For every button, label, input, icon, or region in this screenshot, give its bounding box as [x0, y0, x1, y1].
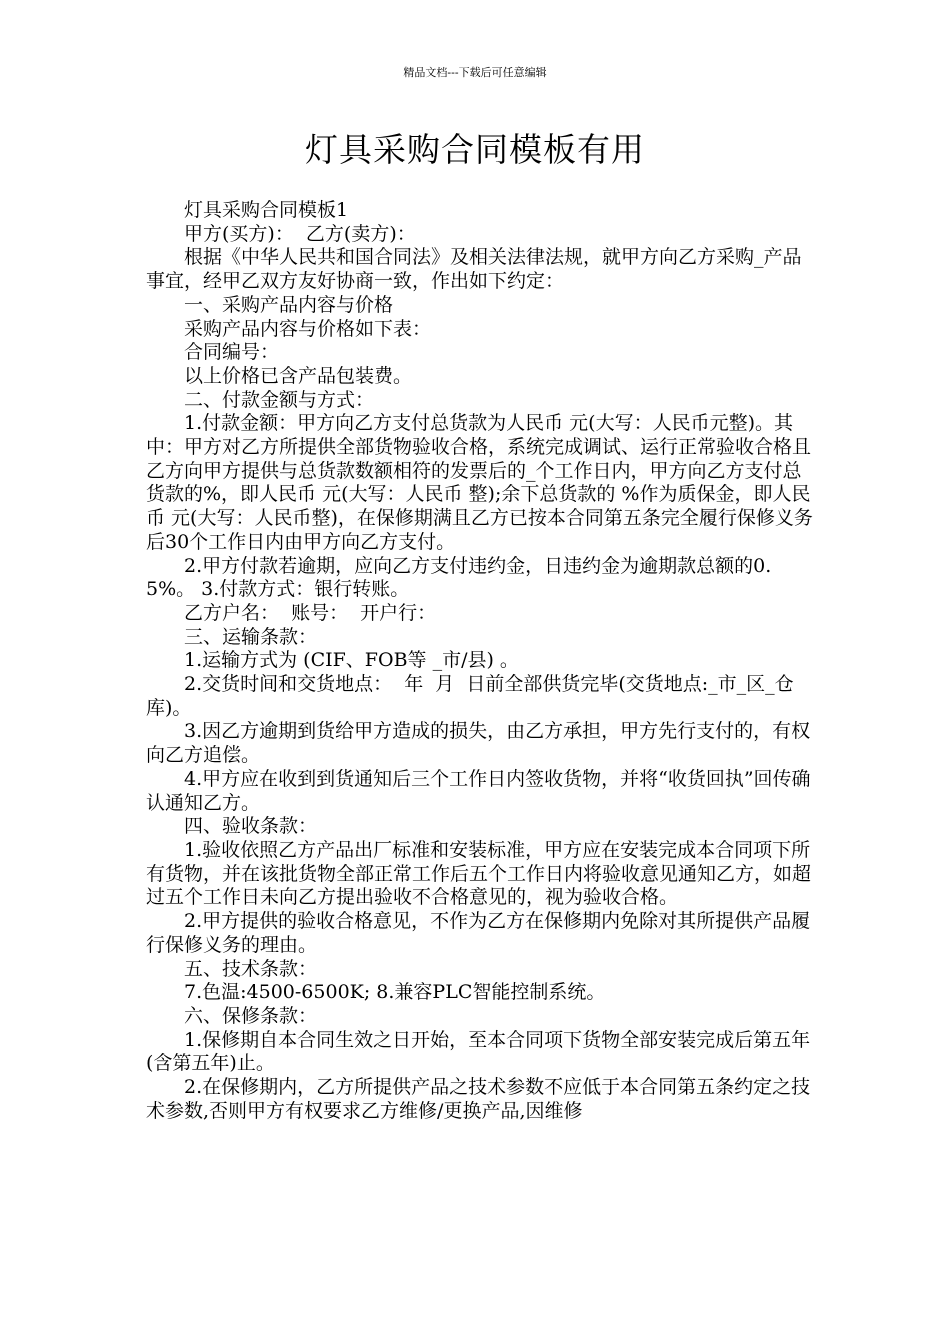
packaging-note: 以上价格已含产品包装费。: [184, 364, 413, 387]
heading-payment: 二、付款金额与方式：: [184, 388, 375, 411]
payment-clause-2: 2.甲方付款若逾期，应向乙方支付违约金，日违约金为逾期款总额的0.5%。 3.付款方式：银行转账。: [146, 554, 772, 601]
section-subtitle: 灯具采购合同模板1: [184, 199, 349, 221]
acceptance-clause-1: 1.验收依照乙方产品出厂标准和安装标准，甲方应在安装完成本合同项下所有货物，并在该批货物全部正常工作后五个工作日内将验收意见通知乙方，如超过五个工作日未向乙方提出验收不合格意见的，视为验收合格。: [146, 838, 812, 909]
warranty-clause-1: 1.保修期自本合同生效之日开始，至本合同项下货物全部安装完成后第五年(含第五年)止。: [146, 1028, 811, 1075]
page-header-note: 精品文档---下载后可任意编辑: [403, 66, 547, 79]
contract-number-line: 合同编号：: [184, 341, 280, 364]
transport-clause-1: 1.运输方式为 (CIF、FOB等 _市/县) 。: [184, 649, 519, 672]
bank-account-line: 乙方户名： 账号： 开户行：: [184, 601, 437, 624]
preamble-paragraph: 根据《中华人民共和国合同法》及相关法律法规，就甲方向乙方采购_产品 事宜，经甲乙双方友好协商一致，作出如下约定：: [146, 246, 808, 293]
transport-clause-4: 4.甲方应在收到到货通知后三个工作日内签收货物，并将“收货回执”回传确认通知乙方。: [146, 767, 811, 814]
transport-clause-2: 2.交货时间和交货地点： 年 月 日前全部供货完毕(交货地点:_市_区_仓库)。: [146, 673, 794, 719]
heading-warranty: 六、保修条款：: [184, 1004, 318, 1027]
heading-transport: 三、运输条款：: [184, 625, 318, 648]
technical-clause: 7.色温:4500-6500K; 8.兼容PLC智能控制系统。: [184, 981, 606, 1004]
contract-body: [146, 199, 818, 1123]
products-intro: 采购产品内容与价格如下表：: [184, 317, 432, 340]
heading-acceptance: 四、验收条款：: [184, 815, 318, 838]
payment-clause-1: 1.付款金额：甲方向乙方支付总货款为人民币 元(大写：人民币元整)。其中：甲方对乙方所提供全部货物验收合格，系统完成调试、运行正常验收合格且乙方向甲方提供与总货款数额相符的发票后的_个工作日内，甲方向乙方支付总货款的%，即人民币 元(大写：人民币 整);余下总货款的 %作为质保金，即人民币 元(大写：人民币整)，在保修期满且乙方已按本合同第五条完全履行保修义务后30个工作日内由甲方向乙方支付。: [146, 412, 813, 553]
warranty-clause-2: 2.在保修期内，乙方所提供产品之技术参数不应低于本合同第五条约定之技术参数,否则甲方有权要求乙方维修/更换产品,因维修: [146, 1076, 811, 1122]
transport-clause-3: 3.因乙方逾期到货给甲方造成的损失，由乙方承担，甲方先行支付的，有权向乙方追偿。: [146, 720, 811, 767]
acceptance-clause-2: 2.甲方提供的验收合格意见，不作为乙方在保修期内免除对其所提供产品履行保修义务的理由。: [146, 910, 811, 956]
heading-products: 一、采购产品内容与价格: [184, 293, 394, 316]
document-title: 灯具采购合同模板有用: [305, 130, 645, 169]
heading-technical: 五、技术条款：: [184, 957, 318, 980]
parties-line: 甲方(买方)： 乙方(卖方)：: [184, 222, 416, 245]
